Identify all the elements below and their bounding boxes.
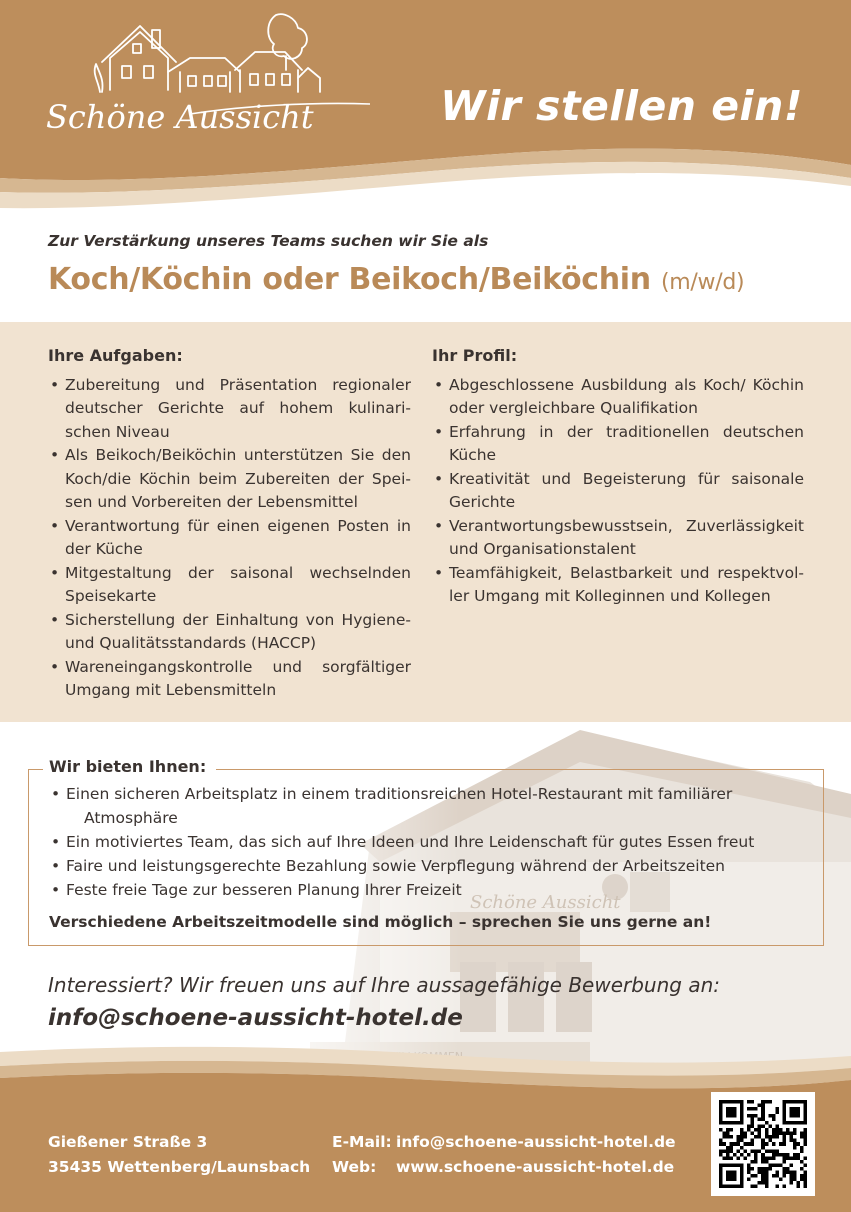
building-logo-icon xyxy=(40,10,380,145)
cta-text: Interessiert? Wir freuen uns auf Ihre aussagefähige Bewerbung an: xyxy=(48,973,720,997)
list-item: • Sicherstellung der Einhaltung von Hygiene- und Qualitätsstandards (HACCP) xyxy=(48,609,411,656)
list-item xyxy=(49,878,789,902)
list-item: • Mitgestaltung der saisonal wechselnden Speisekarte xyxy=(48,562,411,609)
footer-street: Gießener Straße 3 xyxy=(48,1133,208,1151)
list-item: • Abgeschlossene Ausbildung als Koch/ Köchin oder vergleichbare Qualifikation xyxy=(432,374,804,421)
footer-city: 35435 Wettenberg/Launsbach xyxy=(48,1158,311,1176)
qr-code[interactable] xyxy=(711,1092,815,1196)
job-title xyxy=(48,262,744,297)
profile-list xyxy=(432,374,804,609)
job-title-suffix: (m/w/d) xyxy=(661,270,745,295)
footer-web-label: Web: xyxy=(332,1158,377,1176)
hotel-logo xyxy=(40,10,380,145)
profile-column xyxy=(432,344,804,609)
tasks-column xyxy=(48,344,411,703)
list-item: • Erfahrung in der traditionellen deutschen Küche xyxy=(432,421,804,468)
job-title-main: Koch/Köchin oder Beikoch/Beiköchin xyxy=(48,262,651,297)
list-item: • Verantwortungsbewusstsein, Zuverlässigkeit und Organisationstalent xyxy=(432,515,804,562)
offer-box xyxy=(28,757,824,946)
list-item: • Verantwortung für einen eigenen Posten in der Küche xyxy=(48,515,411,562)
list-item xyxy=(49,830,789,854)
tasks-list xyxy=(48,374,411,703)
list-item-text: Ein motiviertes Team, das sich auf Ihre Ideen und Ihre Leidenschaft für gutes Essen freut xyxy=(66,833,755,851)
list-item-text: Feste freie Tage zur besseren Planung Ihrer Freizeit xyxy=(66,881,462,899)
headline: Wir stellen ein! xyxy=(440,82,803,130)
list-item: • Zubereitung und Präsentation regionaler deutscher Gerichte auf hohem kulinari- schen Niveau xyxy=(48,374,411,445)
offer-note: Verschiedene Arbeitszeitmodelle sind möglich – sprechen Sie uns gerne an! xyxy=(49,913,712,931)
logo-wordmark: Schöne Aussicht xyxy=(46,98,314,136)
footer-web-row xyxy=(332,1155,676,1180)
offer-list xyxy=(49,782,789,902)
list-item xyxy=(49,782,789,830)
footer-contact xyxy=(332,1130,676,1180)
offer-heading: Wir bieten Ihnen: xyxy=(43,757,216,776)
footer-email-label: E-Mail: xyxy=(332,1133,392,1151)
footer-email-link[interactable]: info@schoene-aussicht-hotel.de xyxy=(396,1133,676,1151)
tasks-profile-section xyxy=(0,322,851,722)
footer-web-link[interactable]: www.schoene-aussicht-hotel.de xyxy=(396,1158,675,1176)
tasks-heading: Ihre Aufgaben: xyxy=(48,346,183,365)
intro-text: Zur Verstärkung unseres Teams suchen wir Sie als xyxy=(48,232,489,250)
profile-heading: Ihr Profil: xyxy=(432,346,518,365)
list-item-continuation: Atmosphäre xyxy=(84,809,178,827)
list-item: • Wareneingangskontrolle und sorgfältiger Umgang mit Lebensmitteln xyxy=(48,656,411,703)
list-item: • Als Beikoch/Beiköchin unterstützen Sie den Koch/die Köchin beim Zubereiten der Spei- sen und Vorbereiten der Lebensmittel xyxy=(48,444,411,515)
cta-email-link[interactable]: info@schoene-aussicht-hotel.de xyxy=(48,1005,463,1031)
footer-email-row xyxy=(332,1130,676,1155)
footer-address xyxy=(48,1130,310,1180)
list-item-text: Faire und leistungsgerechte Bezahlung sowie Verpflegung während der Arbeitszeiten xyxy=(66,857,726,875)
qr-code-icon xyxy=(719,1100,807,1188)
list-item xyxy=(49,854,789,878)
header-band xyxy=(0,0,851,215)
list-item: • Teamfähigkeit, Belastbarkeit und respektvol- ler Umgang mit Kolleginnen und Kollegen xyxy=(432,562,804,609)
list-item-text: Einen sicheren Arbeitsplatz in einem traditionsreichen Hotel-Restaurant mit familiärer xyxy=(66,785,733,803)
list-item: • Kreativität und Begeisterung für saisonale Gerichte xyxy=(432,468,804,515)
